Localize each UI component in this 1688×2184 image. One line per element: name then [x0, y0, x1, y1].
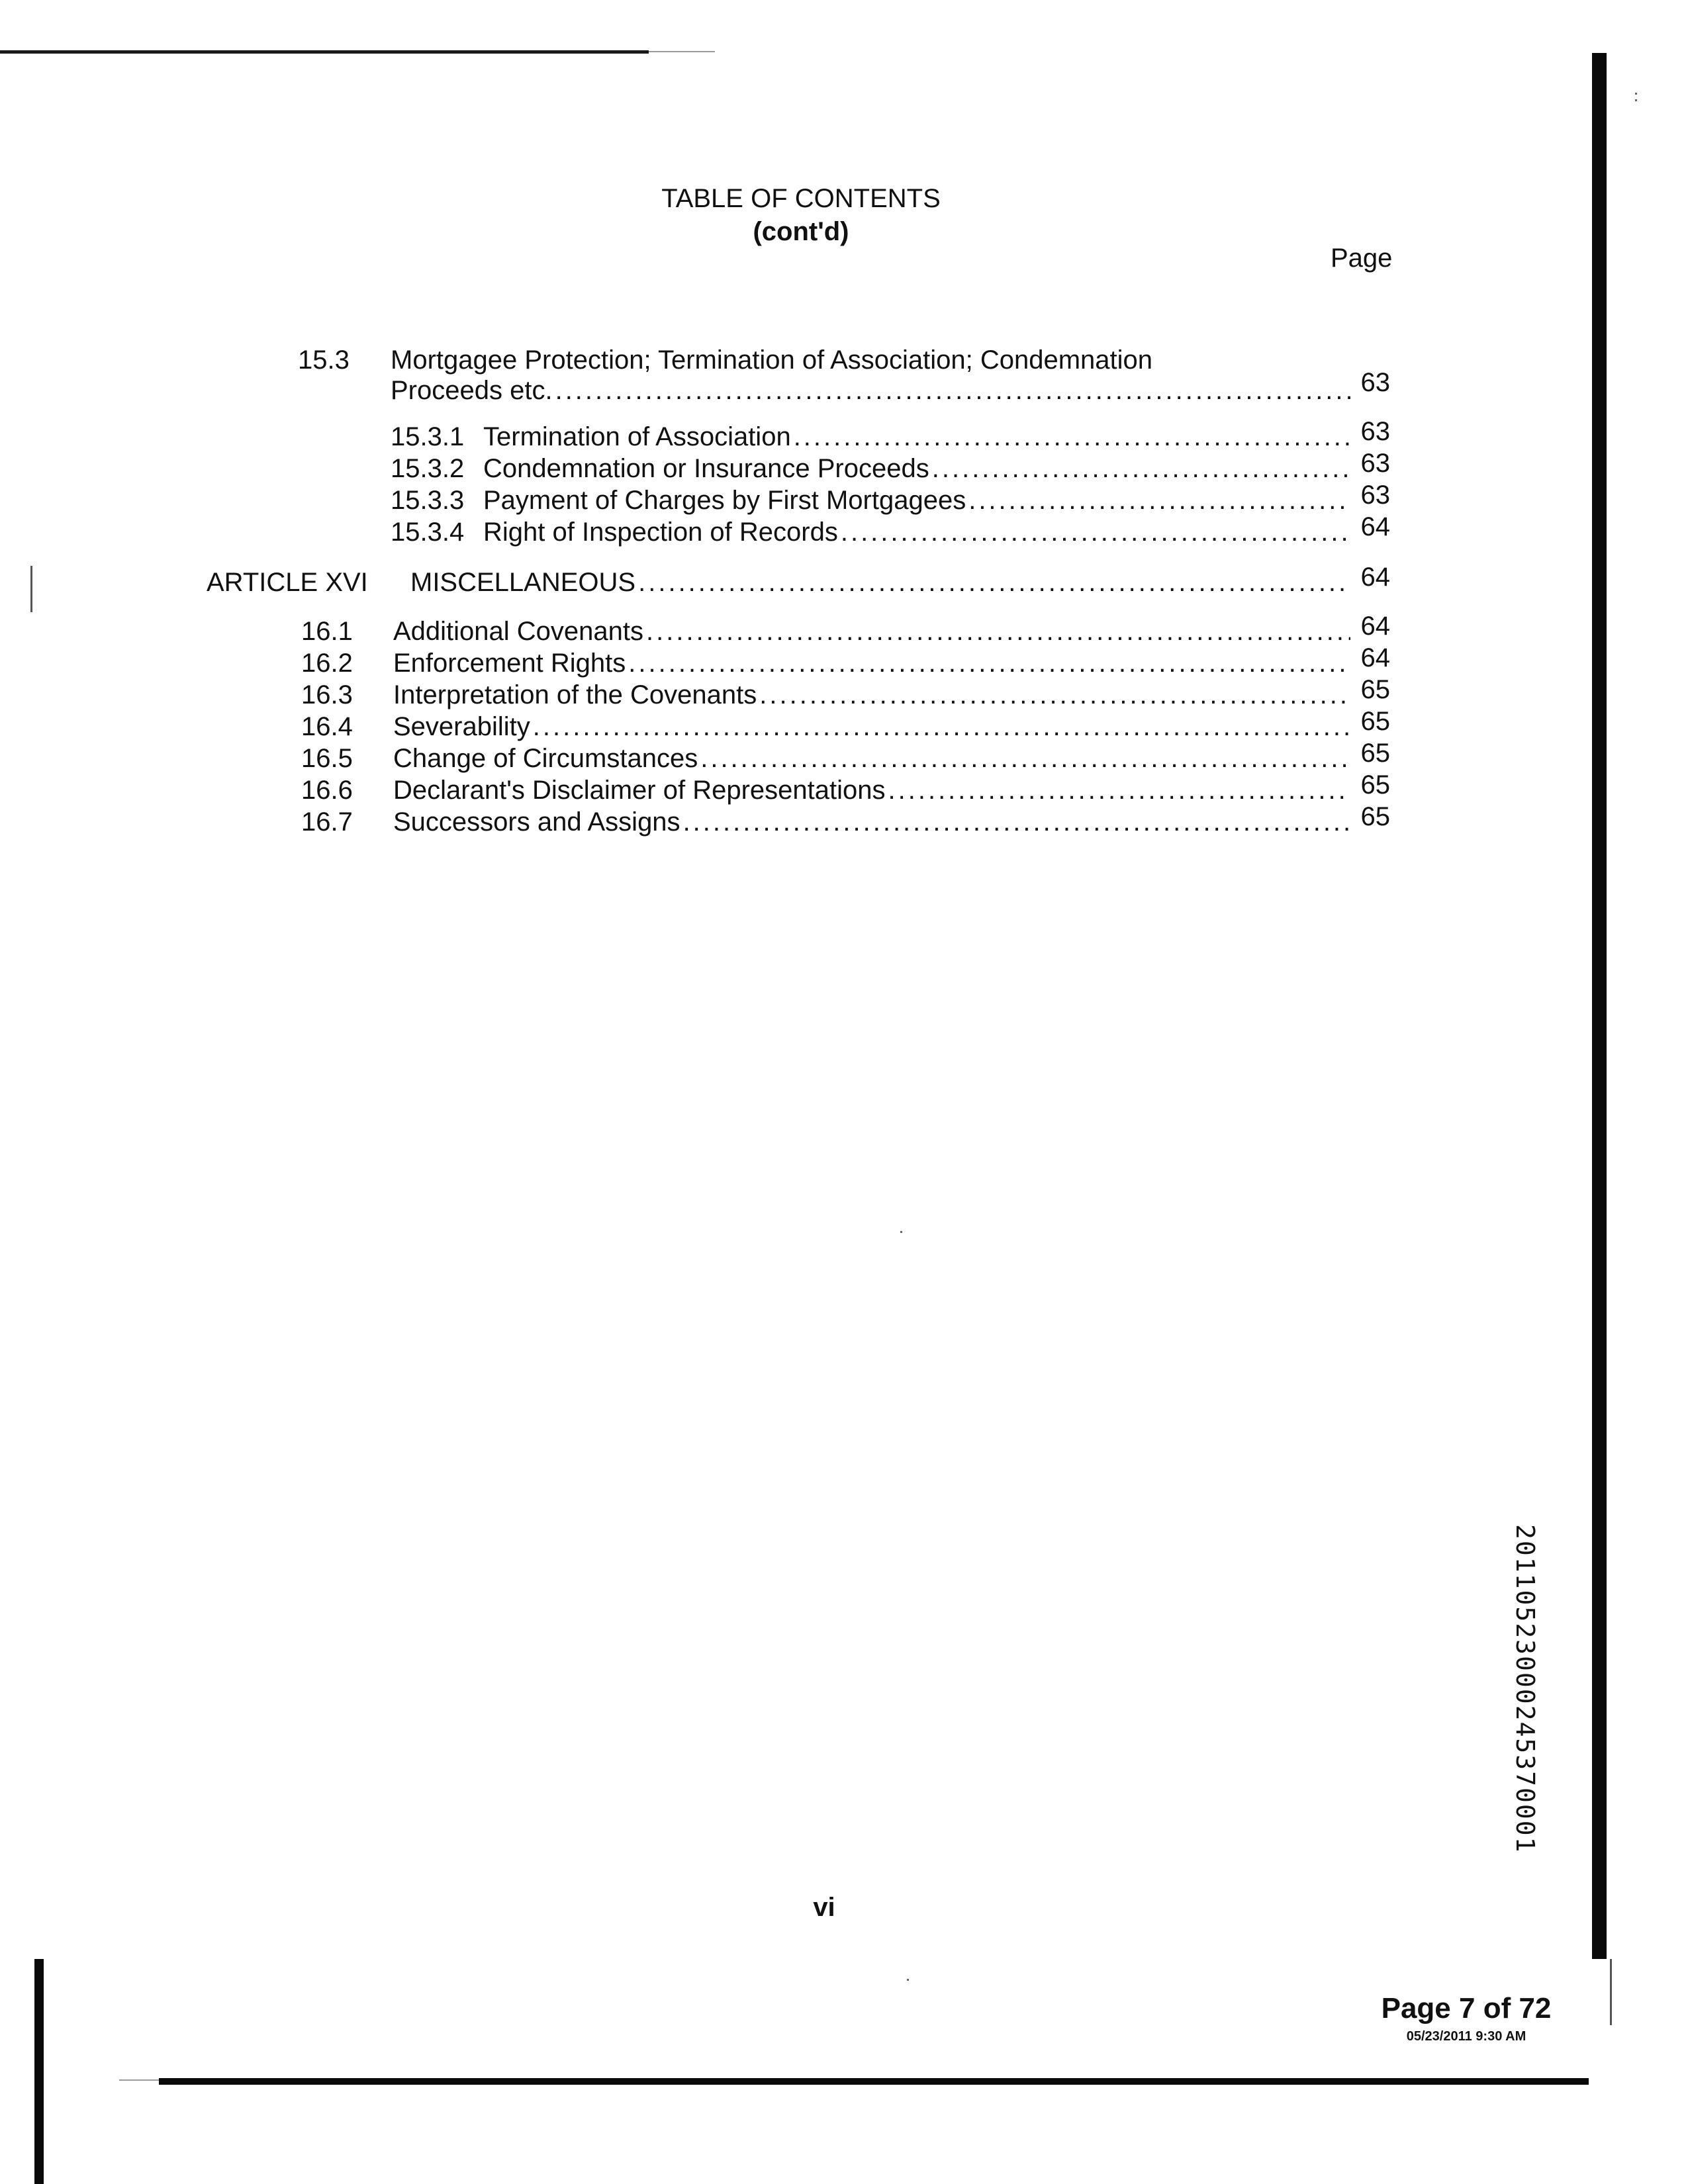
toc-entry-number: 16.4	[301, 712, 353, 741]
toc-entry-title: Severability	[393, 712, 530, 741]
toc-entry-16-7	[0, 802, 1688, 838]
toc-entry-page: 64	[1360, 643, 1390, 672]
page-counter: Page 7 of 72	[1381, 1992, 1552, 2025]
toc-entry-15-3-2	[0, 449, 1688, 484]
toc-entry-number: 15.3.3	[391, 486, 465, 515]
toc-entry-number: 15.3.1	[391, 422, 465, 451]
dot-leader	[932, 453, 1350, 484]
dot-leader	[628, 647, 1350, 679]
toc-entry-page: 64	[1360, 563, 1390, 592]
toc-entry-number: 16.1	[301, 617, 353, 646]
toc-entry-16-5	[0, 739, 1688, 774]
toc-entry-number: 16.3	[301, 680, 353, 709]
toc-entry-title: Right of Inspection of Records	[483, 518, 838, 547]
dot-leader	[533, 711, 1350, 743]
toc-entry-15-3-1	[0, 417, 1688, 453]
page-column-label: Page	[1331, 244, 1393, 273]
toc-entry-page: 64	[1360, 612, 1390, 641]
toc-entry-title: Payment of Charges by First Mortgagees	[483, 486, 966, 515]
toc-title: TABLE OF CONTENTS	[661, 184, 941, 213]
dot-leader	[841, 516, 1350, 548]
toc-entry-page: 63	[1360, 480, 1390, 510]
print-timestamp: 05/23/2011 9:30 AM	[1406, 2029, 1526, 2044]
toc-entry-page: 65	[1360, 707, 1390, 736]
toc-entry-number: 16.5	[301, 744, 353, 773]
toc-entry-title: Mortgagee Protection; Termination of Association; Condemnation	[391, 345, 1153, 375]
dot-leader	[759, 679, 1350, 711]
toc-entry-title: Enforcement Rights	[393, 649, 626, 678]
toc-entry-number: 15.3.2	[391, 454, 465, 483]
toc-entry-15-3	[0, 344, 1688, 376]
toc-entry-title-continued: Proceeds etc.	[391, 376, 553, 405]
dot-leader	[888, 774, 1351, 806]
toc-entry-title: Termination of Association	[483, 422, 791, 451]
dot-leader	[555, 375, 1350, 406]
toc-entry-article-xvi	[0, 563, 1688, 598]
toc-entry-16-2	[0, 643, 1688, 679]
toc-entry-16-3	[0, 675, 1688, 711]
toc-entry-16-1	[0, 612, 1688, 647]
recording-number-stamp: 20110523000245370001	[1511, 1524, 1540, 1854]
toc-entry-title: Change of Circumstances	[393, 744, 698, 773]
toc-entry-page: 64	[1360, 512, 1390, 541]
toc-entry-15-3-3	[0, 480, 1688, 516]
toc-entry-page: 63	[1360, 449, 1390, 478]
toc-entry-page: 63	[1360, 417, 1390, 446]
toc-entry-page: 65	[1360, 675, 1390, 704]
dot-leader	[700, 743, 1350, 774]
toc-entry-title: MISCELLANEOUS	[410, 568, 636, 597]
toc-entry-15-3-continued	[0, 368, 1688, 406]
page-folio: vi	[813, 1893, 835, 1922]
toc-entry-number: 16.7	[301, 807, 353, 837]
dot-leader	[968, 484, 1350, 516]
toc-entry-title: Additional Covenants	[393, 617, 644, 646]
toc-entry-15-3-4	[0, 512, 1688, 548]
toc-entry-page: 65	[1360, 770, 1390, 799]
dot-leader	[638, 567, 1350, 598]
toc-entry-number: 16.2	[301, 649, 353, 678]
toc-entry-number: 15.3	[298, 345, 350, 375]
toc-article-number: ARTICLE XVI	[207, 568, 368, 597]
dot-leader	[683, 806, 1350, 838]
dot-leader	[646, 615, 1350, 647]
toc-entry-number: 16.6	[301, 776, 353, 805]
toc-entry-title: Successors and Assigns	[393, 807, 680, 837]
toc-entry-title: Condemnation or Insurance Proceeds	[483, 454, 929, 483]
toc-entry-title: Interpretation of the Covenants	[393, 680, 757, 709]
toc-entry-page: 65	[1360, 802, 1390, 831]
toc-entry-page: 63	[1360, 368, 1390, 397]
dot-leader	[794, 421, 1350, 453]
toc-subtitle: (cont'd)	[753, 217, 849, 246]
toc-entry-16-6	[0, 770, 1688, 806]
toc-entry-number: 15.3.4	[391, 518, 465, 547]
toc-entry-page: 65	[1360, 739, 1390, 768]
toc-entry-16-4	[0, 707, 1688, 743]
toc-entry-title: Declarant's Disclaimer of Representations	[393, 776, 886, 805]
